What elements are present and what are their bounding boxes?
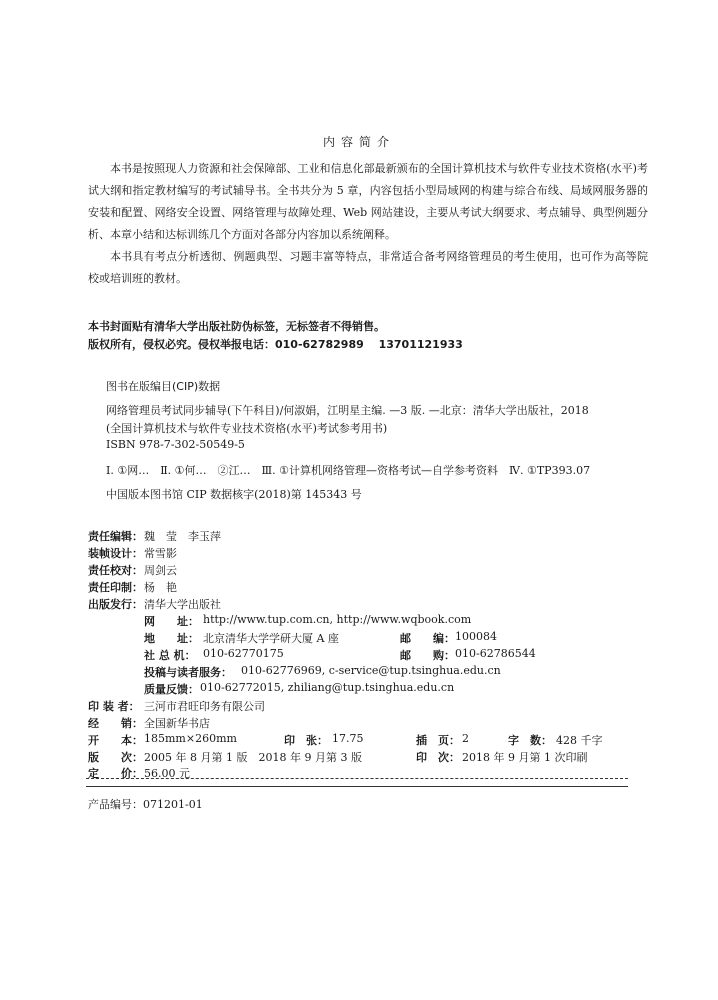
- price-label: 定 价：: [88, 767, 143, 780]
- format-value: 185mm×260mm: [144, 732, 237, 745]
- word-count-label: 字 数：: [508, 734, 552, 747]
- anti-counterfeit-notice: 本书封面贴有清华大学出版社防伪标签，无标签者不得销售。: [88, 320, 385, 333]
- intro-paragraph-1: 本书是按照现人力资源和社会保障部、工业和信息化部最新颁布的全国计算机技术与软件专业技术资格(水平)考试大纲和指定教材编写的考试辅导书。全书共分为 5 章，内容包括小型局域网的构建与综合布线、局域网服务器的安装和配置、网络安全设置、网络管理与故障处理、Web 网站建设，主要从考试大纲要求、考点辅导、典型例题分析、本章小结和达标训练几个方面对各部分内容加以系统阐释。: [88, 162, 648, 241]
- price-value: 56.00 元: [144, 767, 190, 780]
- separator-dashed: [86, 778, 628, 779]
- edition-value: 2005 年 8 月第 1 版 2018 年 9 月第 3 版: [144, 751, 362, 764]
- proof-label: 责任校对：: [88, 564, 143, 577]
- section-title: 内容简介: [322, 135, 395, 149]
- printing-label: 印 次：: [416, 751, 460, 764]
- publisher-label: 出版发行：: [88, 598, 143, 611]
- print-sheets-value: 17.75: [332, 732, 364, 745]
- mail-order-label: 邮 购：: [400, 649, 455, 662]
- reader-service-label: 投稿与读者服务：: [144, 666, 232, 679]
- mail-order-value: 010-62786544: [455, 647, 536, 660]
- zip-value: 100084: [455, 630, 497, 643]
- proof-value: 周剑云: [144, 564, 177, 577]
- printing-value: 2018 年 9 月第 1 次印刷: [462, 751, 588, 764]
- cip-heading: 图书在版编目(CIP)数据: [106, 380, 221, 393]
- cip-record-number: 中国版本图书馆 CIP 数据核字(2018)第 145343 号: [106, 488, 362, 501]
- print-supervisor-label: 责任印制：: [88, 581, 143, 594]
- print-supervisor-value: 杨 艳: [144, 581, 177, 594]
- zip-label: 邮 编：: [400, 632, 455, 645]
- cip-series: (全国计算机技术与软件专业技术资格(水平)考试参考用书): [106, 422, 388, 435]
- word-count-value: 428 千字: [556, 734, 603, 747]
- address-label: 地 址：: [144, 632, 199, 645]
- format-label: 开 本：: [88, 734, 143, 747]
- print-sheets-label: 印 张：: [284, 734, 328, 747]
- publisher-value: 清华大学出版社: [144, 598, 221, 611]
- website-label: 网 址：: [144, 615, 199, 628]
- copyright-notice: 版权所有，侵权必究。侵权举报电话：010-62782989 13701121933: [88, 338, 463, 351]
- design-label: 装帧设计：: [88, 547, 143, 560]
- editor-label: 责任编辑：: [88, 530, 143, 543]
- website-value: http://www.tup.com.cn, http://www.wqbook.com: [203, 613, 472, 626]
- quality-feedback-label: 质量反馈：: [144, 683, 199, 696]
- distributor-label: 经 销：: [88, 717, 143, 730]
- cip-main-entry: 网络管理员考试同步辅导(下午科目)/何淑娟，江明星主编. —3 版. —北京：清华大学出版社，2018: [106, 404, 589, 417]
- inserts-value: 2: [462, 732, 469, 745]
- printer-label: 印 装 者：: [88, 700, 140, 713]
- reader-service-value: 010-62776969, c-service@tup.tsinghua.edu.cn: [241, 664, 501, 677]
- distributor-value: 全国新华书店: [144, 717, 210, 730]
- separator-line: [86, 786, 628, 787]
- editor-value: 魏 莹 李玉萍: [144, 530, 221, 543]
- edition-label: 版 次：: [88, 751, 143, 764]
- cip-classification: Ⅰ. ①网… Ⅱ. ①何… ②江… Ⅲ. ①计算机网络管理—资格考试—自学参考资料 Ⅳ. ①TP393.07: [106, 464, 591, 477]
- switchboard-value: 010-62770175: [203, 647, 284, 660]
- address-value: 北京清华大学学研大厦 A 座: [203, 632, 339, 645]
- design-value: 常雪影: [144, 547, 177, 560]
- cip-isbn: ISBN 978-7-302-50549-5: [106, 438, 245, 451]
- printer-value: 三河市君旺印务有限公司: [144, 700, 265, 713]
- product-code: 产品编号：071201-01: [88, 798, 203, 811]
- intro-paragraph-2: 本书具有考点分析透彻、例题典型、习题丰富等特点，非常适合备考网络管理员的考生使用，也可作为高等院校或培训班的教材。: [88, 250, 648, 285]
- quality-feedback-value: 010-62772015, zhiliang@tup.tsinghua.edu.cn: [200, 681, 455, 694]
- switchboard-label: 社 总 机：: [144, 649, 196, 662]
- inserts-label: 插 页：: [416, 734, 460, 747]
